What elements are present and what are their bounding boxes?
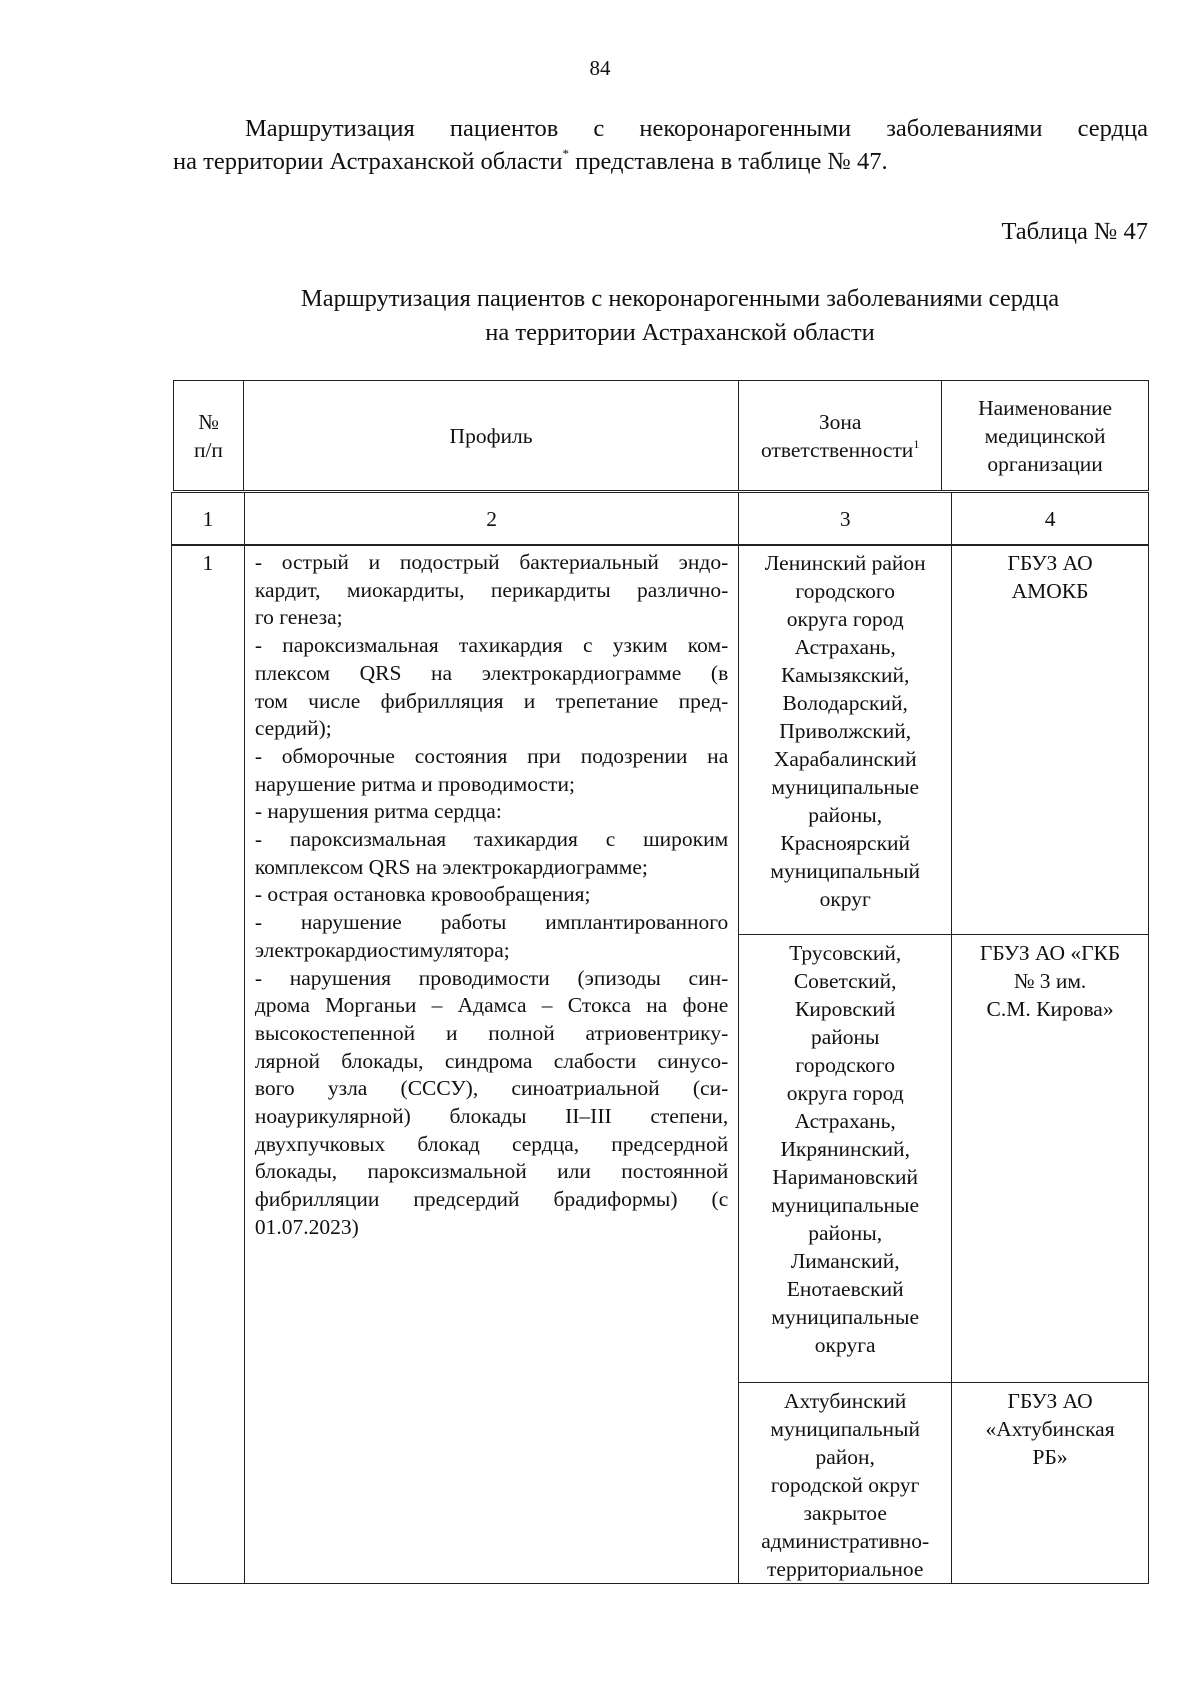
profile-line: сердий); [254, 716, 332, 741]
zone-line: муниципальные [771, 775, 920, 799]
profile-line: - острая остановка кровообращения; [254, 882, 591, 907]
header-zone-text: Зона ответственности [760, 409, 914, 462]
row-number: 1 [172, 545, 245, 1584]
profile-line: электрокардиостимулятора; [254, 937, 510, 962]
header-zone-footnote: 1 [913, 436, 920, 451]
column-number-2: 2 [244, 493, 738, 546]
org-line: ГБУЗ АО «ГКБ [979, 941, 1121, 965]
table-row [172, 545, 1149, 935]
zone-line: округа город [786, 607, 904, 631]
org-line: С.М. Кирова» [986, 997, 1114, 1021]
profile-line: - пароксизмальная тахикардия с узким ком- [254, 633, 729, 658]
zone-line: районы, [808, 803, 883, 827]
table-number: Таблица № 47 [1001, 218, 1148, 245]
profile-line: фибрилляции предсердий брадиформы) (с [254, 1187, 729, 1212]
zone-line: территориальное [767, 1557, 924, 1581]
zone-line: Приволжский, [779, 719, 912, 743]
profile-line: блокады, пароксизмальной или постоянной [254, 1159, 729, 1184]
intro-line-1: Маршрутизация пациентов с некоронарогенными заболеваниями сердца [245, 115, 1148, 142]
profile-line: нарушение ритма и проводимости; [254, 771, 575, 796]
profile-line: го генеза; [254, 605, 343, 630]
zone-line: Володарский, [782, 691, 908, 715]
intro-text-3: представлена в таблице № 47. [568, 148, 888, 175]
org-cell-2 [952, 935, 1149, 1383]
profile-line: кардит, миокардиты, перикардиты различно- [254, 577, 729, 602]
header-profile [243, 381, 738, 491]
zone-cell-3 [739, 1383, 952, 1584]
org-cell-3 [952, 1383, 1149, 1584]
zone-line: Лиманский, [790, 1249, 900, 1273]
zone-line: район, [815, 1445, 875, 1469]
org-line: ГБУЗ АО [1007, 1389, 1093, 1413]
profile-line: двухпучковых блокад сердца, предсердной [254, 1131, 729, 1156]
header-org [942, 381, 1149, 491]
column-numbers-row [171, 492, 1149, 546]
zone-line: городской округ [770, 1473, 920, 1497]
profile-line: - обморочные состояния при подозрении на [254, 743, 729, 768]
zone-line: муниципальные [771, 1193, 920, 1217]
zone-line: муниципальный [770, 1417, 920, 1441]
profile-text [255, 549, 728, 1242]
org-line: АМОКБ [1011, 579, 1089, 603]
intro-line-2 [173, 145, 1148, 178]
org-text-2 [956, 939, 1144, 1023]
zone-line: Астрахань, [794, 635, 896, 659]
column-number-3: 3 [739, 493, 952, 546]
org-line: ГБУЗ АО [1007, 551, 1093, 575]
profile-line: - острый и подострый бактериальный эндо- [254, 550, 729, 574]
table-title [235, 282, 1125, 350]
profile-line: - нарушения проводимости (эпизоды син- [254, 965, 729, 990]
header-num [174, 381, 244, 491]
zone-line: округа [814, 1333, 876, 1357]
table-header [173, 380, 1149, 491]
profile-line: ноаурикулярной) блокады II–III степени, [254, 1104, 729, 1129]
zone-cell-2 [739, 935, 952, 1383]
zone-line: Икрянинский, [780, 1137, 910, 1161]
profile-line: комплексом QRS на электрокардиограмме; [254, 854, 648, 879]
profile-line: 01.07.2023) [254, 1214, 359, 1239]
profile-line: вого узла (СССУ), синоатриальной (си- [254, 1076, 729, 1101]
profile-line: - нарушения ритма сердца: [254, 799, 502, 824]
zone-line: муниципальные [771, 1305, 920, 1329]
org-cell-1 [952, 545, 1149, 935]
profile-cell [244, 545, 738, 1584]
zone-line: Астрахань, [794, 1109, 896, 1133]
header-num-text: № п/п [193, 409, 223, 462]
table-title-line2: на территории Астраханской области [485, 319, 875, 346]
intro-paragraph [173, 112, 1148, 178]
zone-line: Советский, [793, 969, 897, 993]
org-line: «Ахтубинская [985, 1417, 1115, 1441]
column-number-4: 4 [952, 493, 1149, 546]
page-number: 84 [589, 56, 611, 80]
zone-line: округ [819, 887, 871, 911]
org-text-1 [956, 549, 1144, 605]
zone-line: Наримановский [772, 1165, 918, 1189]
zone-line: районы [810, 1025, 880, 1049]
profile-line: дрома Морганьи – Адамса – Стокса на фоне [254, 993, 729, 1018]
intro-text-2: на территории Астраханской области [173, 148, 563, 175]
org-line: № 3 им. [1013, 969, 1087, 993]
profile-line: том числе фибрилляция и трепетание пред- [254, 688, 729, 713]
zone-line: городского [795, 1053, 895, 1077]
zone-line: Енотаевский [786, 1277, 904, 1301]
profile-line: высокостепенной и полной атриовентрику- [254, 1020, 729, 1045]
header-zone [739, 381, 942, 491]
profile-line: плексом QRS на электрокардиограмме (в [254, 660, 729, 685]
intro-footnote-mark: * [562, 146, 569, 161]
zone-cell-1 [739, 545, 952, 935]
header-profile-text: Профиль [449, 423, 533, 448]
zone-line: Харабалинский [773, 747, 917, 771]
zone-line: Трусовский, [789, 941, 902, 965]
zone-line: районы, [808, 1221, 883, 1245]
profile-line: - пароксизмальная тахикардия с широким [254, 827, 729, 852]
zone-text-3 [741, 1387, 949, 1583]
zone-line: Камызякский, [781, 663, 910, 687]
zone-line: Красноярский [780, 831, 911, 855]
table-title-line1: Маршрутизация пациентов с некоронарогенными заболеваниями сердца [300, 285, 1060, 312]
zone-line: муниципальный [770, 859, 920, 883]
org-text-3 [956, 1387, 1144, 1471]
table-body [171, 544, 1149, 1584]
org-line: РБ» [1032, 1445, 1068, 1469]
column-number-1: 1 [172, 493, 245, 546]
profile-line: лярной блокады, синдрома слабости синусо- [254, 1048, 729, 1073]
header-org-text: Наименование медицинской организации [978, 395, 1113, 476]
zone-line: Ахтубинский [784, 1389, 907, 1413]
zone-line: городского [795, 579, 895, 603]
zone-line: административно- [761, 1529, 930, 1553]
zone-text-1 [741, 549, 949, 913]
zone-line: закрытое [803, 1501, 887, 1525]
zone-line: Кировский [795, 997, 896, 1021]
profile-line: - нарушение работы имплантированного [254, 910, 729, 935]
zone-text-2 [741, 939, 949, 1359]
zone-line: округа город [786, 1081, 904, 1105]
zone-line: Ленинский район [764, 551, 926, 575]
